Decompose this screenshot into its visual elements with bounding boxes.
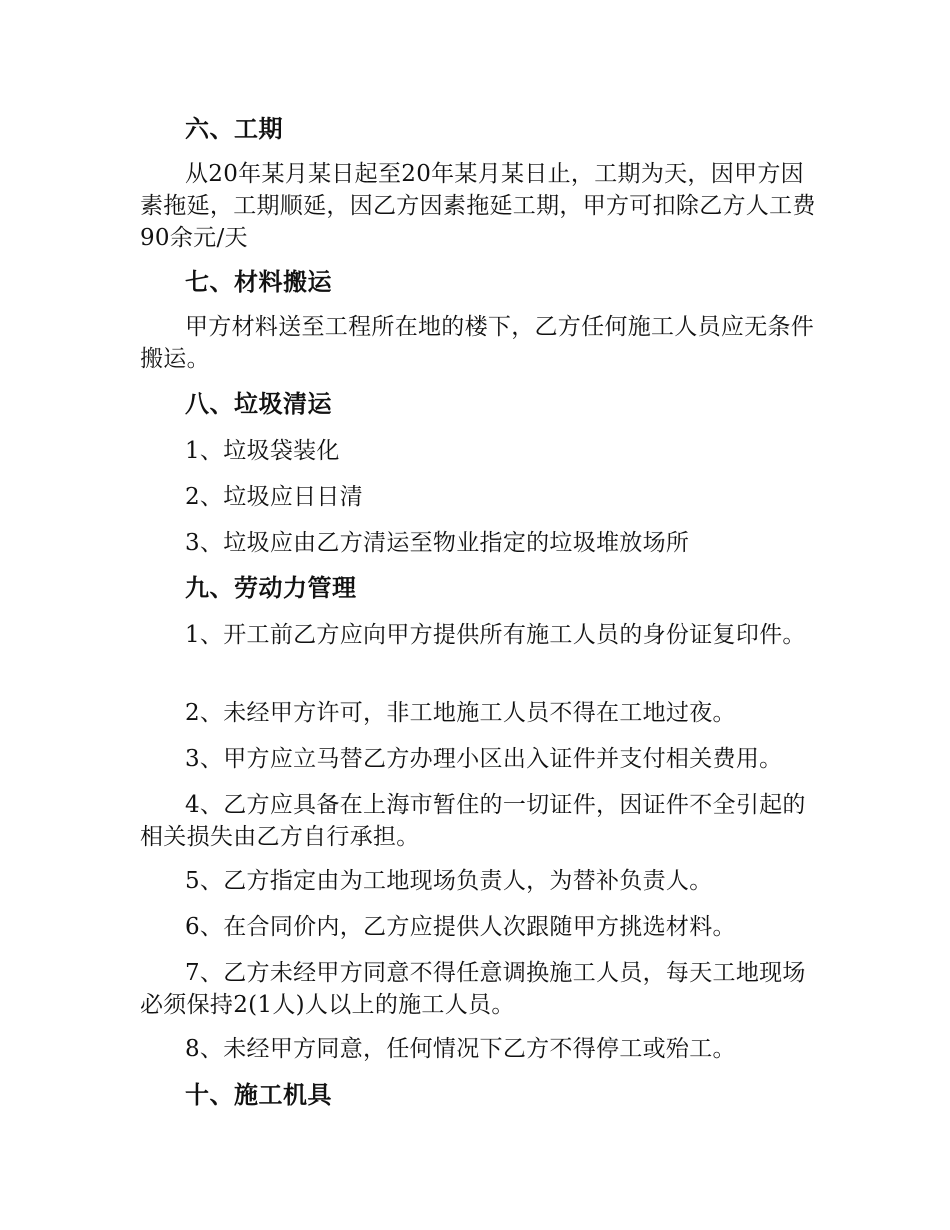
- material-handling-paragraph: 甲方材料送至工程所在地的楼下，乙方任何施工人员应无条件搬运。: [140, 314, 815, 372]
- waste-item-1: 1、垃圾袋装化: [185, 438, 340, 464]
- labor-item-5: 5、乙方指定由为工地现场负责人，为替补负责人。: [185, 868, 713, 894]
- section-heading-labor-management: 九、劳动力管理: [185, 574, 357, 602]
- schedule-paragraph: 从20年某月某日起至20年某月某日止，工期为天，因甲方因素拖延，工期顺延，因乙方因素拖延工期，甲方可扣除乙方人工费90余元/天: [140, 161, 816, 251]
- labor-item-7: 7、乙方未经甲方同意不得任意调换施工人员，每天工地现场必须保持2(1人)人以上的施工人员。: [140, 960, 806, 1018]
- labor-item-3: 3、甲方应立马替乙方办理小区出入证件并支付相关费用。: [185, 746, 783, 772]
- labor-item-4: 4、乙方应具备在上海市暂住的一切证件，因证件不全引起的相关损失由乙方自行承担。: [140, 792, 806, 850]
- section-heading-schedule: 六、工期: [185, 115, 283, 143]
- section-heading-waste-removal: 八、垃圾清运: [185, 390, 332, 418]
- labor-item-6: 6、在合同价内，乙方应提供人次跟随甲方挑选材料。: [185, 914, 736, 940]
- labor-item-2: 2、未经甲方许可，非工地施工人员不得在工地过夜。: [185, 700, 736, 726]
- waste-item-3: 3、垃圾应由乙方清运至物业指定的垃圾堆放场所: [185, 530, 690, 556]
- section-heading-construction-tools: 十、施工机具: [185, 1081, 332, 1109]
- labor-item-1: 1、开工前乙方应向甲方提供所有施工人员的身份证复印件。: [185, 622, 806, 648]
- labor-item-8: 8、未经甲方同意，任何情况下乙方不得停工或殆工。: [185, 1036, 736, 1062]
- waste-item-2: 2、垃圾应日日清: [185, 484, 364, 510]
- section-heading-material-handling: 七、材料搬运: [185, 268, 332, 296]
